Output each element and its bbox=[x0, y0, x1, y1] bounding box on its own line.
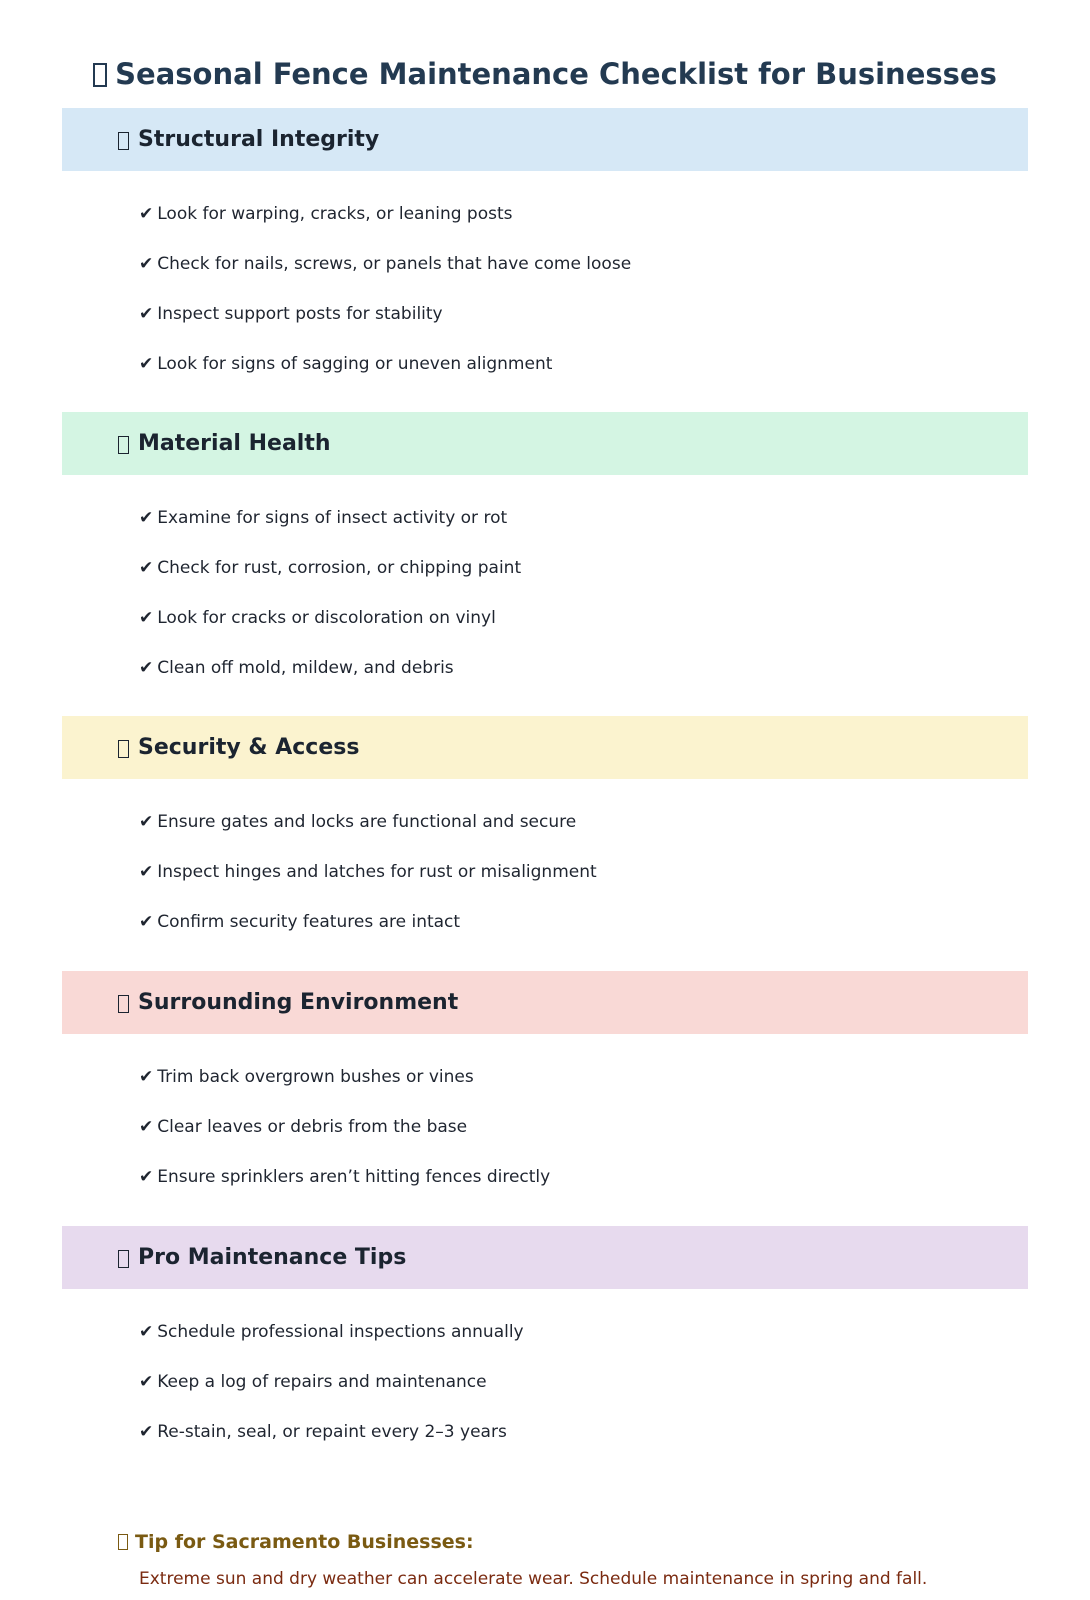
check-icon: ✔ bbox=[139, 304, 154, 324]
checklist-item-text: Look for signs of sagging or uneven alignment bbox=[157, 354, 553, 374]
tip-title bbox=[118, 1529, 474, 1555]
tip-text: Extreme sun and dry weather can accelerate wear. Schedule maintenance in spring and fall. bbox=[139, 1569, 928, 1589]
section-icon bbox=[118, 436, 129, 454]
check-icon: ✔ bbox=[139, 254, 154, 274]
page-title bbox=[0, 52, 1090, 96]
checklist-item bbox=[139, 606, 496, 630]
check-icon: ✔ bbox=[139, 354, 154, 374]
section-title: Security & Access bbox=[138, 735, 360, 760]
section-icon bbox=[118, 740, 129, 758]
checklist-item-text: Examine for signs of insect activity or rot bbox=[157, 508, 508, 528]
checklist-item-text: Inspect support posts for stability bbox=[157, 304, 443, 324]
checklist-item bbox=[139, 202, 513, 226]
checklist-item bbox=[139, 656, 454, 680]
checklist-item bbox=[139, 352, 552, 376]
checklist-item bbox=[139, 556, 521, 580]
section-header bbox=[62, 716, 1028, 779]
checklist-item-text: Clear leaves or debris from the base bbox=[157, 1117, 468, 1137]
section-icon bbox=[118, 1250, 129, 1268]
section-title: Material Health bbox=[138, 431, 331, 456]
section-title: Pro Maintenance Tips bbox=[138, 1245, 407, 1270]
checklist-item-text: Keep a log of repairs and maintenance bbox=[157, 1372, 487, 1392]
checklist-item bbox=[139, 810, 576, 834]
check-icon: ✔ bbox=[139, 1372, 154, 1392]
section-header bbox=[62, 971, 1028, 1034]
checklist-item bbox=[139, 1065, 474, 1089]
check-icon: ✔ bbox=[139, 1167, 154, 1187]
checklist-item bbox=[139, 1115, 467, 1139]
checklist-item bbox=[139, 910, 460, 934]
checklist-item-text: Check for nails, screws, or panels that have come loose bbox=[157, 254, 632, 274]
check-icon: ✔ bbox=[139, 1067, 154, 1087]
checklist-item-text: Look for cracks or discoloration on vinyl bbox=[157, 608, 496, 628]
checklist-item-text: Look for warping, cracks, or leaning posts bbox=[157, 204, 513, 224]
check-icon: ✔ bbox=[139, 862, 154, 882]
section-title: Surrounding Environment bbox=[138, 990, 459, 1015]
check-icon: ✔ bbox=[139, 812, 154, 832]
checklist-item bbox=[139, 1420, 507, 1444]
tip-icon bbox=[118, 1534, 128, 1550]
check-icon: ✔ bbox=[139, 558, 154, 578]
check-icon: ✔ bbox=[139, 508, 154, 528]
check-icon: ✔ bbox=[139, 1117, 154, 1137]
checklist-item bbox=[139, 252, 631, 276]
section-header bbox=[62, 412, 1028, 475]
checklist-item bbox=[139, 1320, 524, 1344]
checklist-item bbox=[139, 1165, 550, 1189]
checklist-item-text: Trim back overgrown bushes or vines bbox=[157, 1067, 474, 1087]
checklist-item bbox=[139, 860, 597, 884]
checklist-item-text: Check for rust, corrosion, or chipping paint bbox=[157, 558, 522, 578]
check-icon: ✔ bbox=[139, 608, 154, 628]
check-icon: ✔ bbox=[139, 204, 154, 224]
checklist-item bbox=[139, 1370, 487, 1394]
checklist-item-text: Ensure gates and locks are functional and secure bbox=[157, 812, 577, 832]
title-icon bbox=[93, 63, 107, 87]
check-icon: ✔ bbox=[139, 1322, 154, 1342]
checklist-item-text: Confirm security features are intact bbox=[157, 912, 461, 932]
tip-title-text: Tip for Sacramento Businesses: bbox=[135, 1531, 474, 1553]
section-icon bbox=[118, 132, 129, 150]
page-title-text: Seasonal Fence Maintenance Checklist for Businesses bbox=[115, 57, 997, 91]
checklist-item-text: Re-stain, seal, or repaint every 2–3 years bbox=[157, 1422, 507, 1442]
section-header bbox=[62, 108, 1028, 171]
check-icon: ✔ bbox=[139, 1422, 154, 1442]
checklist-item-text: Ensure sprinklers aren’t hitting fences directly bbox=[157, 1167, 551, 1187]
checklist-item-text: Inspect hinges and latches for rust or misalignment bbox=[157, 862, 597, 882]
check-icon: ✔ bbox=[139, 912, 154, 932]
checklist-item bbox=[139, 302, 443, 326]
check-icon: ✔ bbox=[139, 658, 154, 678]
checklist-item bbox=[139, 506, 507, 530]
checklist-item-text: Schedule professional inspections annually bbox=[157, 1322, 524, 1342]
section-title: Structural Integrity bbox=[138, 127, 380, 152]
section-icon bbox=[118, 995, 129, 1013]
checklist-item-text: Clean off mold, mildew, and debris bbox=[157, 658, 454, 678]
section-header bbox=[62, 1226, 1028, 1289]
